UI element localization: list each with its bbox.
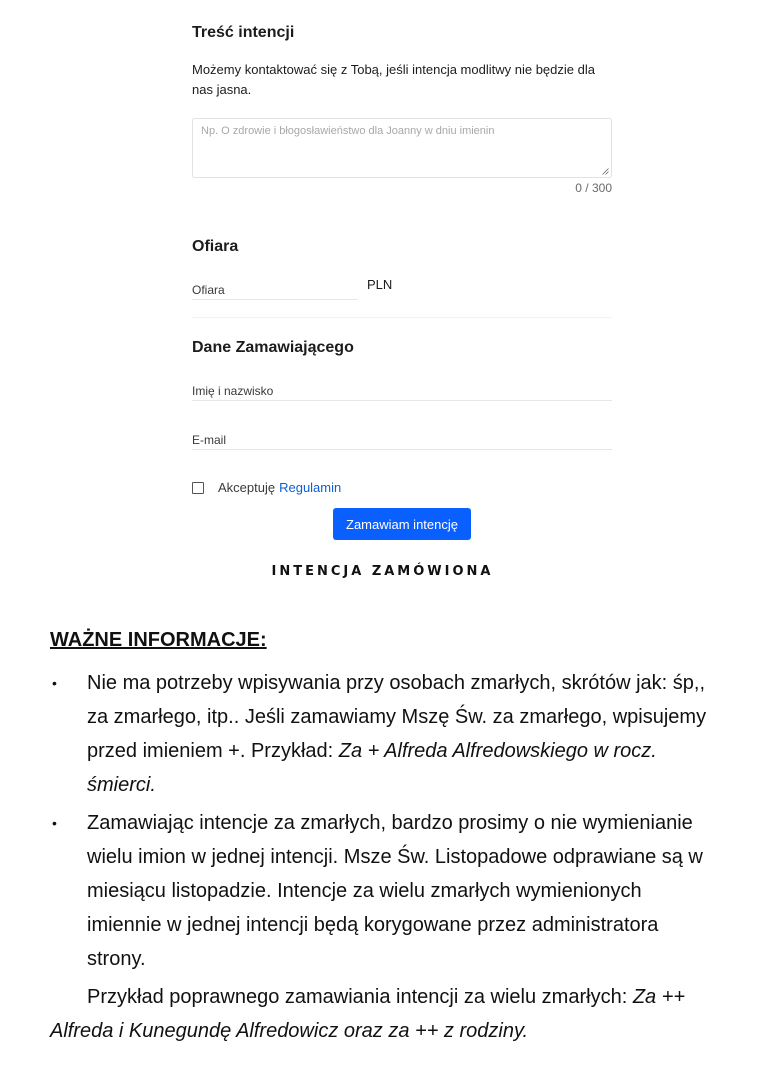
name-field (192, 382, 612, 401)
name-input[interactable] (192, 384, 612, 400)
example-paragraph (50, 980, 720, 1048)
info-bullet-item (50, 666, 720, 802)
bullet-example-italic: Za + Alfreda Alfredowskiego w rocz. śmierci. (87, 740, 657, 796)
bullet-icon: • (52, 815, 57, 831)
resize-handle-icon[interactable] (602, 168, 609, 175)
bullet-text: Zamawiając intencje za zmarłych, bardzo prosimy o nie wymienianie wielu imion w jednej intencji. Msze Św. Listopadowe odprawiane są w miesiącu listopadzie. Intencje za wielu zmarłych wymienionych imiennie w jednej intencji będą korygowane przez administratora strony. (87, 812, 703, 970)
char-counter: 0 / 300 (575, 181, 612, 195)
important-info-section (50, 622, 720, 1048)
orderer-section-title: Dane Zamawiającego (192, 339, 354, 356)
intention-textarea[interactable] (193, 119, 611, 177)
intention-description: Możemy kontaktować się z Tobą, jeśli intencja modlitwy nie będzie dla nas jasna. (192, 62, 595, 97)
terms-checkbox[interactable] (192, 482, 204, 494)
example-text: Przykład poprawnego zamawiania intencji za wielu zmarłych: (87, 986, 633, 1008)
email-field (192, 431, 612, 450)
currency-label: PLN (367, 277, 393, 292)
info-bullet-list (50, 666, 720, 976)
bullet-text: Nie ma potrzeby wpisywania przy osobach zmarłych, skrótów jak: śp,, za zmarłego, itp.. Jeśli zamawiamy Mszę Św. za zmarłego, wpisujemy przed imieniem +. Przykład: (87, 672, 707, 762)
info-title: WAŻNE INFORMACJE: (50, 629, 267, 651)
info-bullet-item (50, 806, 720, 976)
offering-field (192, 281, 358, 300)
terms-label: Akceptuję (218, 480, 276, 495)
intention-section-title: Treść intencji (192, 24, 295, 41)
offering-input[interactable] (192, 283, 358, 299)
offering-section-title: Ofiara (192, 238, 239, 255)
terms-row (192, 480, 341, 495)
intention-textarea-container (192, 118, 612, 178)
email-input[interactable] (192, 433, 612, 449)
order-status-text: INTENCJA ZAMÓWIONA (271, 564, 494, 579)
bullet-icon: • (52, 675, 57, 691)
example-italic: Za ++ Alfreda i Kunegundę Alfredowicz oraz za ++ z rodziny. (50, 986, 686, 1042)
terms-link[interactable]: Regulamin (279, 480, 342, 495)
section-divider (192, 317, 612, 318)
submit-order-button[interactable]: Zamawiam intencję (333, 508, 471, 540)
